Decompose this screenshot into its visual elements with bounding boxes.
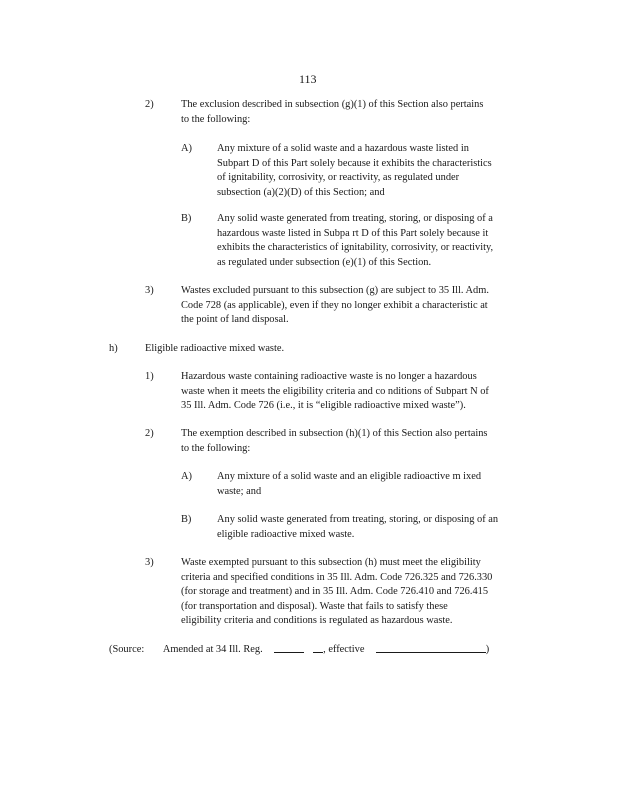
effective-date-blank bbox=[376, 642, 486, 653]
page-number: 113 bbox=[299, 72, 317, 86]
item-label-g2B: B) bbox=[181, 213, 192, 224]
item-label-h: h) bbox=[109, 343, 118, 354]
source-close: ) bbox=[485, 644, 490, 655]
source-open: (Source: bbox=[109, 644, 145, 655]
item-text-g2B: Any solid waste generated from treating, storing, or disposing of a hazardous waste listed in Subpa rt D of this Part solely because it exhibits the characteristics of ignitability, corrosivity, or reactivity, as regulated under subsection (e)(1) of this Section. bbox=[217, 213, 494, 268]
source-effective: , effective bbox=[323, 644, 365, 655]
item-label-h3: 3) bbox=[145, 557, 154, 568]
item-text-h2B: Any solid waste generated from treating, storing, or disposing of an eligible radioactive mixed waste. bbox=[217, 514, 499, 540]
item-label-g2A: A) bbox=[181, 143, 192, 154]
register-page-blank bbox=[313, 642, 323, 653]
item-text-g3: Wastes excluded pursuant to this subsection (g) are subject to 35 Ill. Adm. Code 728 (as applicable), even if they no longer exhibit a characteristic at the point of land disposal. bbox=[181, 285, 489, 326]
item-label-h2A: A) bbox=[181, 471, 192, 482]
item-text-g2A: Any mixture of a solid waste and a hazardous waste listed in Subpart D of this Part solely because it exhibits the characteristics of ignitability, corrosivity, or reactivity, as regulated under subsection (a)(2)(D) of this Section; and bbox=[217, 143, 492, 198]
register-blank bbox=[274, 642, 304, 653]
item-label-g3: 3) bbox=[145, 285, 154, 296]
item-text-h2A: Any mixture of a solid waste and an eligible radioactive m ixed waste; and bbox=[217, 471, 482, 497]
item-text-h2: The exemption described in subsection (h)(1) of this Section also pertains to the following: bbox=[181, 428, 488, 454]
item-text-g2: The exclusion described in subsection (g)(1) of this Section also pertains to the following: bbox=[181, 99, 484, 125]
item-text-h1: Hazardous waste containing radioactive waste is no longer a hazardous waste when it meets the eligibility criteria and co nditions of Subpart N of 35 Ill. Adm. Code 726 (i.e., it is “eligible radioactive mixed waste”). bbox=[181, 371, 489, 412]
item-label-h1: 1) bbox=[145, 371, 154, 382]
source-amended: Amended at 34 Ill. Reg. bbox=[162, 644, 263, 655]
item-label-h2B: B) bbox=[181, 514, 192, 525]
item-label-g2: 2) bbox=[145, 99, 154, 110]
item-text-h: Eligible radioactive mixed waste. bbox=[145, 343, 285, 354]
item-text-h3: Waste exempted pursuant to this subsection (h) must meet the eligibility criteria and specified conditions in 35 Ill. Adm. Code 726.325 and 726.330 (for storage and treatment) and in 35 Ill. Adm. Code 726.410 and 726.415 (for transportation and disposal). Waste that fails to satisfy these eligibility criteria and conditions is regulated as hazardous waste. bbox=[181, 557, 493, 627]
item-label-h2: 2) bbox=[145, 428, 154, 439]
source-line bbox=[109, 642, 489, 658]
